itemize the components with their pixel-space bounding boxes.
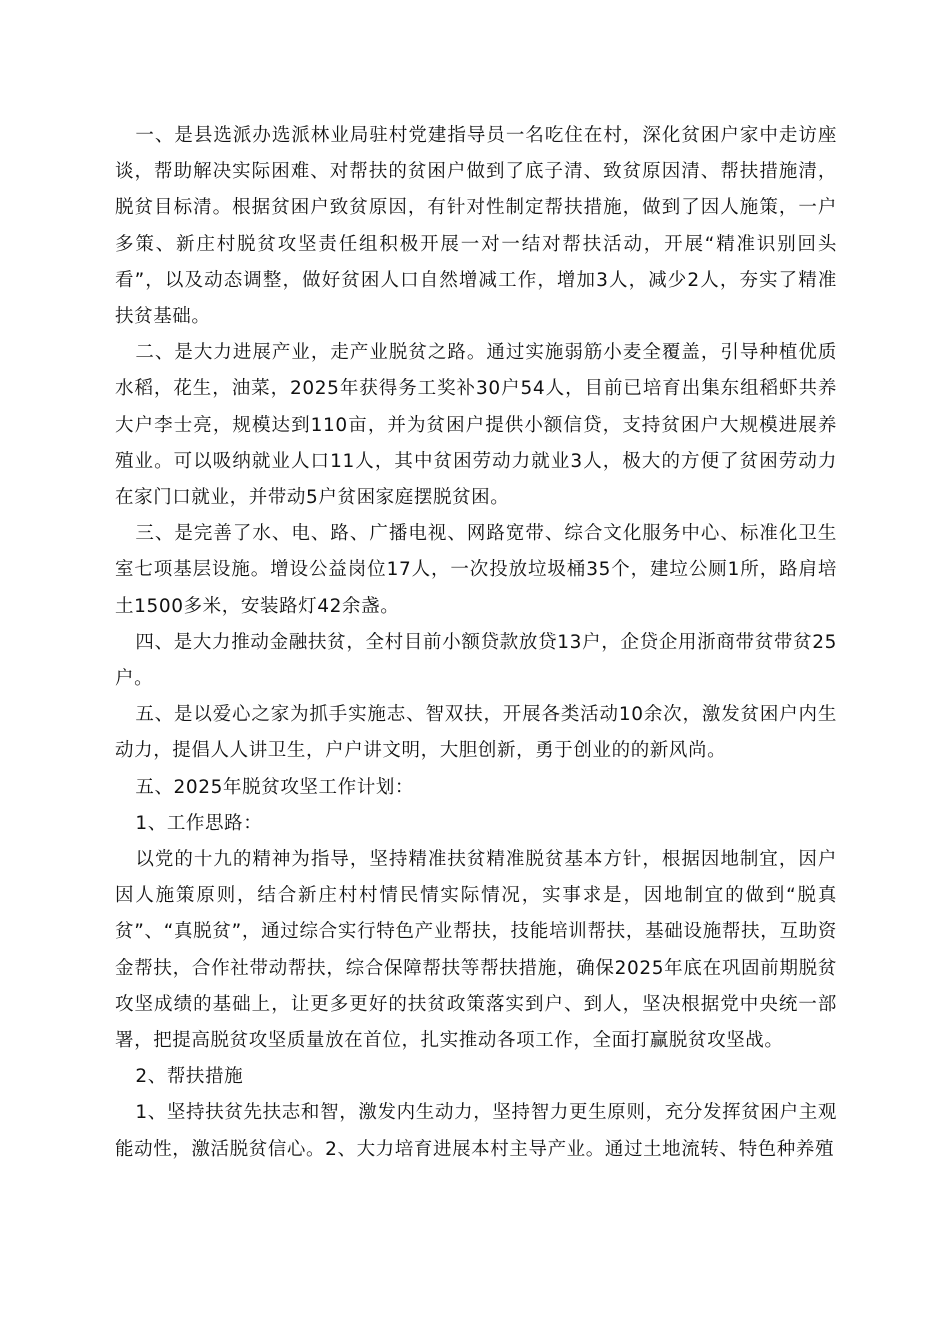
paragraph-work-approach: 以党的十九的精神为指导，坚持精准扶贫精准脱贫基本方针，根据因地制宜，因户因人施策原则，结合新庄村村情民情实际情况，实事求是，因地制宜的做到“脱真贫”、“真脱贫”，通过综合实行特色产业帮扶，技能培训帮扶，基础设施帮扶，互助资金帮扶，合作社带动帮扶，综合保障帮扶等帮扶措施，确保2025年底在巩固前期脱贫攻坚成绩的基础上，让更多更好的扶贫政策落实到户、到人，坚决根据党中央统一部署，把提高脱贫攻坚质量放在首位，扎实推动各项工作，全面打赢脱贫攻坚战。	[115, 849, 837, 1052]
paragraph-3: 三、是完善了水、电、路、广播电视、网路宽带、综合文化服务中心、标准化卫生室七项基层设施。增设公益岗位17人，一次投放垃圾桶35个，建垃公厕1所，路肩培土1500多米，安装路灯42余盏。	[115, 523, 837, 617]
document-body	[115, 118, 837, 1168]
subheading-measures: 2、帮扶措施	[135, 1066, 244, 1088]
paragraph-measures: 1、坚持扶贫先扶志和智，激发内生动力，坚持智力更生原则，充分发挥贫困户主观能动性，激活脱贫信心。2、大力培育进展本村主导产业。通过土地流转、特色种养殖	[115, 1102, 837, 1160]
paragraph-2: 二、是大力进展产业，走产业脱贫之路。通过实施弱筋小麦全覆盖，引导种植优质水稻，花生，油菜，2025年获得务工奖补30户54人，目前已培育出集东组稻虾共养大户李士亮，规模达到110亩，并为贫困户提供小额信贷，支持贫困户大规模进展养殖业。可以吸纳就业人口11人，其中贫困劳动力就业3人，极大的方便了贫困劳动力在家门口就业，并带动5户贫困家庭摆脱贫困。	[115, 342, 837, 509]
paragraph-5: 五、是以爱心之家为抓手实施志、智双扶，开展各类活动10余次，激发贫困户内生动力，提倡人人讲卫生，户户讲文明，大胆创新，勇于创业的的新风尚。	[115, 704, 837, 762]
paragraph-1: 一、是县选派办选派林业局驻村党建指导员一名吃住在村，深化贫困户家中走访座谈，帮助解决实际困难、对帮扶的贫困户做到了底子清、致贫原因清、帮扶措施清，脱贫目标清。根据贫困户致贫原因，有针对性制定帮扶措施，做到了因人施策，一户多策、新庄村脱贫攻坚责任组积极开展一对一结对帮扶活动，开展“精准识别回头看”，以及动态调整，做好贫困人口自然增减工作，增加3人，减少2人，夯实了精准扶贫基础。	[115, 125, 837, 328]
paragraph-4: 四、是大力推动金融扶贫，全村目前小额贷款放贷13户，企贷企用浙商带贫带贫25户。	[115, 631, 837, 690]
section-heading-plan: 五、2025年脱贫攻坚工作计划：	[135, 776, 415, 798]
subheading-work-approach: 1、工作思路：	[135, 812, 263, 834]
